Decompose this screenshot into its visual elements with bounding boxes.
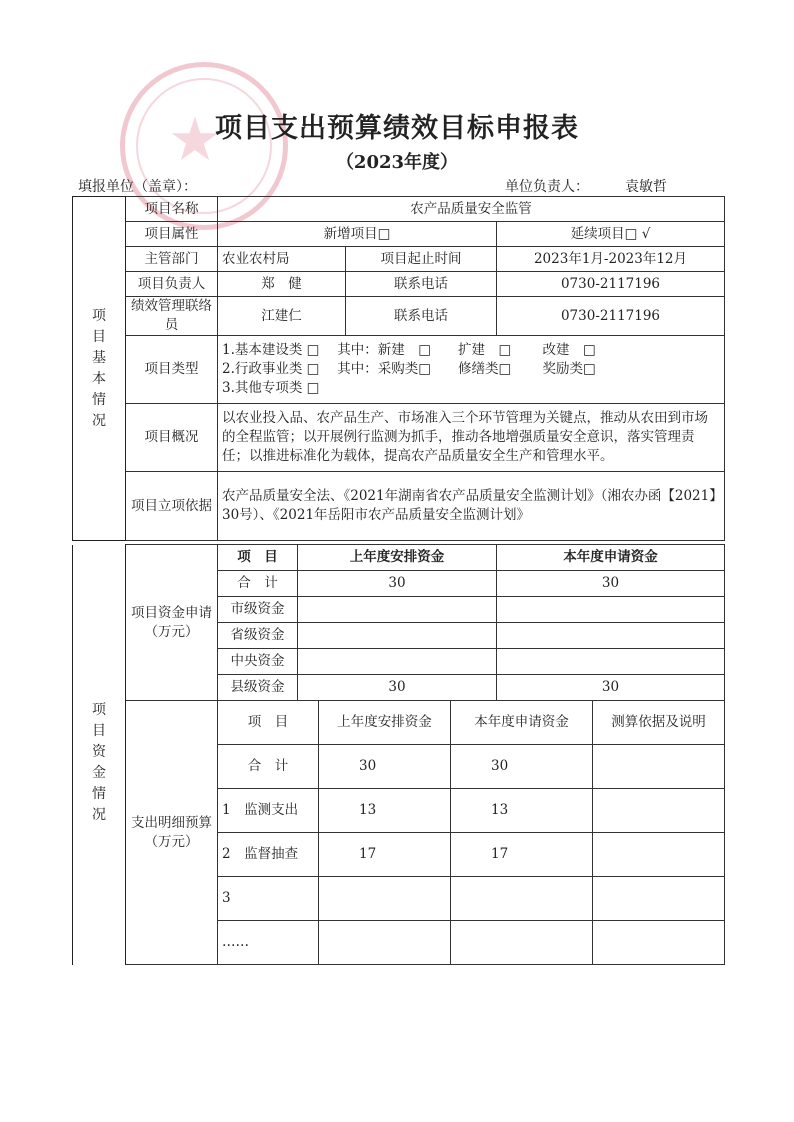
apply-row-county-this: 30: [497, 675, 725, 701]
project-type-line-3: 3.其他专项类 □: [222, 380, 320, 396]
detail-row-more-note: [593, 921, 725, 965]
dept-label: 主管部门: [126, 247, 218, 272]
project-name-value: 农产品质量安全监管: [218, 197, 725, 222]
apply-row-county-last: 30: [298, 675, 497, 701]
funds-apply-table: [72, 544, 725, 701]
unit-leader-name: 袁敏哲: [625, 179, 667, 195]
contact-phone-label: 联系电话: [346, 297, 497, 336]
detail-row-more-item: ……: [218, 921, 319, 965]
basic-section-header: [73, 197, 126, 541]
apply-row-central-last: [298, 649, 497, 675]
project-leader-value: 郑 健: [218, 272, 346, 297]
project-name-label: 项目名称: [126, 197, 218, 222]
project-type-line-2: 2.行政事业类 □ 其中：采购类□ 修缮类□ 奖励类□: [222, 361, 596, 377]
funds-detail-table: [72, 700, 725, 965]
period-label: 项目起止时间: [346, 247, 497, 272]
apply-col-this: 本年度申请资金: [497, 545, 725, 571]
project-leader-label: 项目负责人: [126, 272, 218, 297]
detail-row-1-note: [593, 789, 725, 833]
reporting-unit-label: 填报单位（盖章）：: [78, 179, 197, 195]
seal-star-icon: ★: [168, 105, 222, 175]
apply-col-last: 上年度安排资金: [298, 545, 497, 571]
phone-value: 0730-2117196: [497, 272, 725, 297]
apply-row-county-item: 县级资金: [218, 675, 298, 701]
dept-value: 农业农村局: [218, 247, 346, 272]
basis-text: 农产品质量安全法、《2021年湖南省农产品质量安全监测计划》（湘农办函【2021】30号）、《2021年岳阳市农产品质量安全监测计划》: [218, 472, 725, 541]
project-attr-label: 项目属性: [126, 222, 218, 247]
detail-row-2-note: [593, 833, 725, 877]
detail-row-1-this: 13: [451, 789, 593, 833]
detail-col-note: 测算依据及说明: [593, 701, 725, 745]
contact-phone-value: 0730-2117196: [497, 297, 725, 336]
apply-row-province-last: [298, 623, 497, 649]
project-type-options: [218, 336, 725, 404]
apply-row-city-this: [497, 597, 725, 623]
detail-row-3-this: [451, 877, 593, 921]
detail-row-total-last: 30: [319, 745, 451, 789]
period-value: 2023年1月-2023年12月: [497, 247, 725, 272]
project-attr-new: 新增项目□: [218, 222, 497, 247]
apply-row-central-this: [497, 649, 725, 675]
funds-detail-label: 支出明细预算（万元）: [126, 701, 218, 965]
apply-col-item: 项 目: [218, 545, 298, 571]
detail-row-more-last: [319, 921, 451, 965]
detail-row-3-note: [593, 877, 725, 921]
phone-label: 联系电话: [346, 272, 497, 297]
detail-row-total-item: 合 计: [218, 745, 319, 789]
apply-row-province-this: [497, 623, 725, 649]
form-year: （2023年度）: [335, 152, 459, 173]
apply-row-total-item: 合 计: [218, 571, 298, 597]
detail-row-more-this: [451, 921, 593, 965]
detail-row-3-item: 3: [218, 877, 319, 921]
detail-row-3-last: [319, 877, 451, 921]
contact-value: 江建仁: [218, 297, 346, 336]
basis-label: 项目立项依据: [126, 472, 218, 541]
unit-leader-label: 单位负责人：: [505, 179, 589, 195]
apply-row-province-item: 省级资金: [218, 623, 298, 649]
detail-col-last: 上年度安排资金: [319, 701, 451, 745]
project-type-line-1: 1.基本建设类 □ 其中：新建 □ 扩建 □ 改建 □: [222, 342, 596, 358]
apply-row-city-last: [298, 597, 497, 623]
detail-row-1-last: 13: [319, 789, 451, 833]
apply-row-city-item: 市级资金: [218, 597, 298, 623]
funds-apply-label: 项目资金申请（万元）: [126, 545, 218, 701]
form-title: 项目支出预算绩效目标申报表: [215, 113, 579, 144]
detail-col-item: 项 目: [218, 701, 319, 745]
overview-text: 以农业投入品、农产品生产、市场准入三个环节管理为关键点，推动从农田到市场的全程监管；以开展例行监测为抓手，推动各地增强质量安全意识，落实管理责任；以推进标准化为载体，提高农产品质量安全生产和管理水平。: [218, 404, 725, 472]
detail-row-2-last: 17: [319, 833, 451, 877]
detail-row-1-item: 1 监测支出: [218, 789, 319, 833]
apply-row-total-last: 30: [298, 571, 497, 597]
funds-section-header: [73, 545, 126, 701]
funds-section-cell: [73, 701, 126, 965]
basic-info-table: [72, 196, 725, 541]
apply-row-total-this: 30: [497, 571, 725, 597]
project-attr-continue: 延续项目□ √: [497, 222, 725, 247]
contact-label: 绩效管理联络员: [126, 297, 218, 336]
basic-section-label: 项目基本情况: [92, 307, 106, 429]
detail-row-2-item: 2 监督抽查: [218, 833, 319, 877]
funds-section-label: 项目资金情况: [92, 701, 106, 823]
detail-row-total-note: [593, 745, 725, 789]
project-type-label: 项目类型: [126, 336, 218, 404]
detail-row-2-this: 17: [451, 833, 593, 877]
apply-row-central-item: 中央资金: [218, 649, 298, 675]
detail-col-this: 本年度申请资金: [451, 701, 593, 745]
overview-label: 项目概况: [126, 404, 218, 472]
detail-row-total-this: 30: [451, 745, 593, 789]
